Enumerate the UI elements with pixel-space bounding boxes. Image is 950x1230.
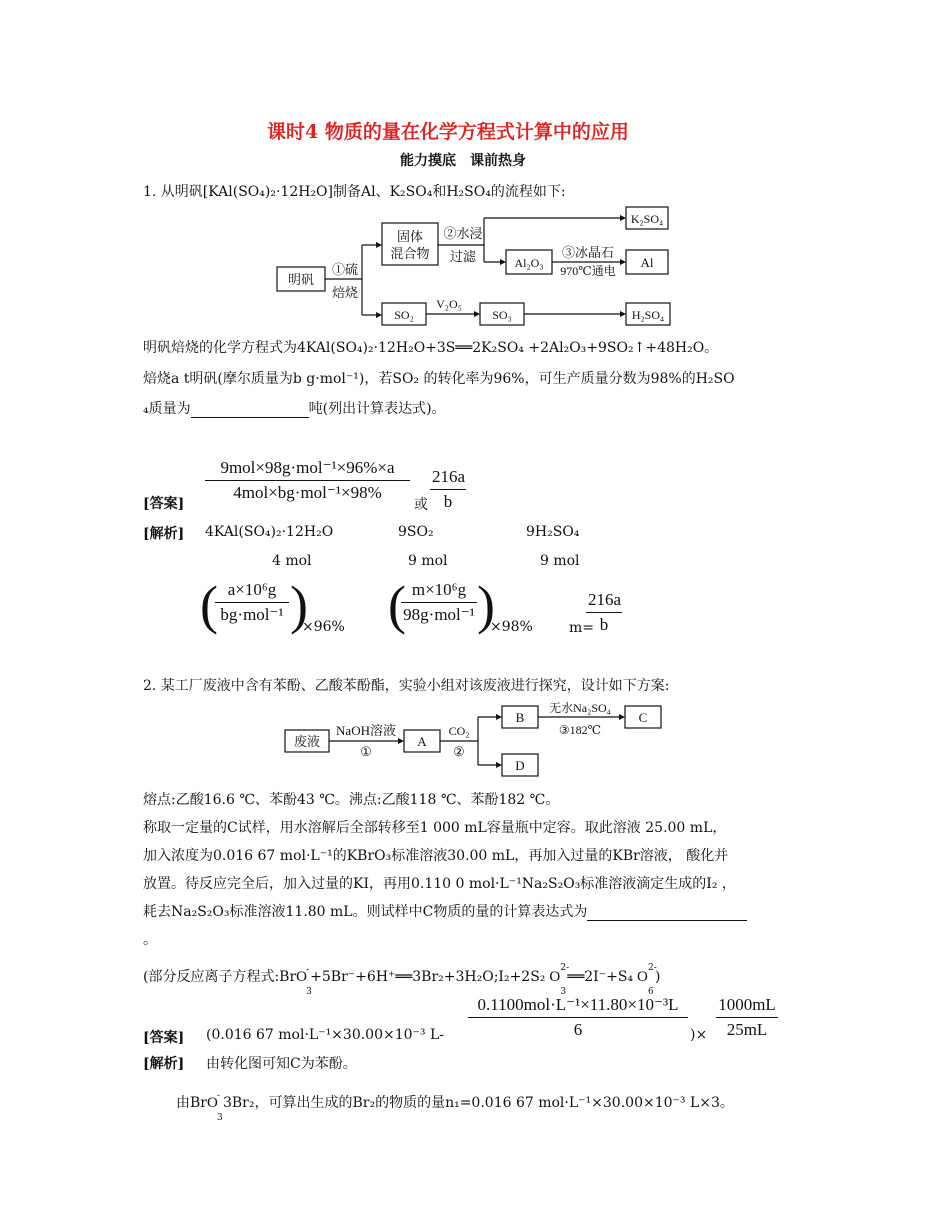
- q1-analysis-mol-1: 4 mol: [272, 553, 312, 569]
- q1-analysis-suffix-1: ×96%: [302, 619, 345, 635]
- q1-question-line-end: ₄质量为 吨(列出计算表达式)。: [143, 401, 446, 417]
- flow-a: A: [417, 734, 427, 749]
- page-title: 课时4 物质的量在化学方程式计算中的应用: [267, 121, 629, 143]
- flow-step1: ①: [360, 744, 372, 759]
- q1-analysis-fraction-1: a×10⁶g bg·mol⁻¹: [215, 580, 289, 625]
- flow-so3: SO₃: [492, 308, 512, 322]
- q1-analysis-fraction-3: 216a b: [588, 590, 622, 634]
- q2-line-6: 。: [143, 932, 157, 948]
- q1-stem: 1. 从明矾[KAl(SO₄)₂·12H₂O]制备Al、K₂SO₄和H₂SO₄的流程如下:: [143, 184, 566, 200]
- flow-so2: SO₂: [394, 308, 414, 322]
- flow-co2: CO₂: [448, 724, 470, 738]
- flow-waste: 废液: [293, 734, 321, 749]
- flow-solid-a: 固体: [396, 229, 424, 244]
- q1-analysis-compound-1: 4KAl(SO₄)₂·12H₂O: [205, 524, 334, 540]
- q2-analysis-label: [解析]: [143, 1056, 185, 1072]
- flow-d: D: [515, 758, 525, 773]
- q1-analysis-compound-2: 9SO₂: [398, 524, 434, 540]
- flow-step2-b: 过滤: [449, 249, 477, 264]
- flow-step1-a: ①硫: [331, 262, 359, 277]
- q1-analysis-label: [解析]: [143, 526, 185, 542]
- q1-question-line: 焙烧a t明矾(摩尔质量为b g·mol⁻¹)，若SO₂ 的转化率为96%，可生产质量分数为98%的H₂SO: [143, 371, 735, 387]
- q1-answer-fraction-2: 216a b: [432, 467, 466, 511]
- flow-solid-b: 混合物: [390, 246, 430, 261]
- q1-answer-or: 或: [414, 497, 428, 513]
- flow-start-label: 明矾: [287, 272, 315, 287]
- flow-step3-b: 970℃通电: [560, 264, 616, 278]
- q1-analysis-compound-3: 9H₂SO₄: [526, 524, 580, 540]
- q2-ion-equations: (部分反应离子方程式:Br O - 3 +5Br⁻+6H⁺══3Br₂+3H₂O;I₂+2S₂ O 2- 3 ══2I⁻+S₄ O 2- 6 ): [143, 963, 661, 997]
- flow-c: C: [638, 710, 648, 725]
- q2-analysis-line-2: 由Br O - 3 3Br₂，可算出生成的Br₂的物质的量n₁=0.016 67 mol·L⁻¹×30.00×10⁻³ L×3。: [176, 1091, 734, 1123]
- q2-answer-multiply: )×: [690, 1027, 708, 1043]
- flow-step2-a: ②水浸: [443, 226, 483, 241]
- flow-al2o3: Al₂O₃: [514, 256, 544, 270]
- flow-b: B: [515, 710, 525, 725]
- flow-step1-b: 焙烧: [331, 285, 359, 300]
- q2-answer-blank[interactable]: [587, 904, 747, 921]
- q2-line-1: 熔点:乙酸16.6 ℃、苯酚43 ℃。沸点:乙酸118 ℃、苯酚182 ℃。: [143, 792, 560, 808]
- flow-k2so4: K₂SO₄: [630, 212, 664, 226]
- q2-line-2: 称取一定量的C试样，用水溶解后全部转移至1 000 mL容量瓶中定容。取此溶液 25.00 mL，: [143, 820, 727, 836]
- flow-h2so4: H₂SO₄: [631, 308, 665, 322]
- q2-line-4: 放置。待反应完全后，加入过量的KI，再用0.110 0 mol·L⁻¹Na₂S₂O₃标准溶液滴定生成的I₂ ，: [143, 876, 736, 892]
- q2-answer-expression: (0.016 67 mol·L⁻¹×30.00×10⁻³ L-: [206, 1027, 445, 1043]
- q2-line-5: 耗去Na₂S₂O₃标准溶液11.80 mL。则试样中C物质的量的计算表达式为: [143, 901, 747, 921]
- q2-answer-label: [答案]: [143, 1030, 185, 1046]
- flow-step3: ③182℃: [558, 723, 602, 737]
- flow-step2: ②: [453, 744, 465, 759]
- q2-flow-diagram: [280, 700, 680, 780]
- flow-step3-a: ③冰晶石: [561, 245, 615, 260]
- q2-analysis-line-1: 由转化图可知C为苯酚。: [206, 1056, 357, 1072]
- q1-analysis-suffix-2: ×98%: [490, 619, 533, 635]
- q1-answer-fraction: 9mol×98g·mol⁻¹×96%×a 4mol×bg·mol⁻¹×98%: [205, 458, 410, 503]
- q1-answer-blank[interactable]: [191, 401, 309, 418]
- flow-v2o5: V₂O₅: [436, 297, 462, 311]
- q2-stem: 2. 某工厂废液中含有苯酚、乙酸苯酚酯，实验小组对该废液进行探究，设计如下方案:: [143, 678, 670, 694]
- q2-answer-fraction: 0.1100mol·L⁻¹×11.80×10⁻³L 6: [468, 995, 688, 1040]
- page-subtitle: 能力摸底 课前热身: [400, 153, 526, 169]
- q1-equation-line: 明矾焙烧的化学方程式为4KAl(SO₄)₂·12H₂O+3S══2K₂SO₄ +2Al₂O₃+9SO₂↑+48H₂O。: [143, 340, 719, 356]
- q2-answer-fraction-2: 1000mL 25mL: [716, 995, 778, 1040]
- flow-naoh: NaOH溶液: [336, 723, 396, 738]
- q1-analysis-m-eq: m=: [569, 620, 595, 636]
- flow-anhydrous: 无水Na₂SO₄: [549, 701, 611, 715]
- q1-flow-diagram: [270, 205, 680, 330]
- q1-analysis-fraction-2: m×10⁶g 98g·mol⁻¹: [401, 580, 477, 625]
- q2-line-3: 加入浓度为0.016 67 mol·L⁻¹的KBrO₃标准溶液30.00 mL，再加入过量的KBr溶液， 酸化并: [143, 848, 729, 864]
- flow-al: Al: [640, 255, 654, 270]
- q1-analysis-mol-3: 9 mol: [540, 553, 580, 569]
- q1-answer-label: [答案]: [143, 496, 185, 512]
- q1-analysis-mol-2: 9 mol: [408, 553, 448, 569]
